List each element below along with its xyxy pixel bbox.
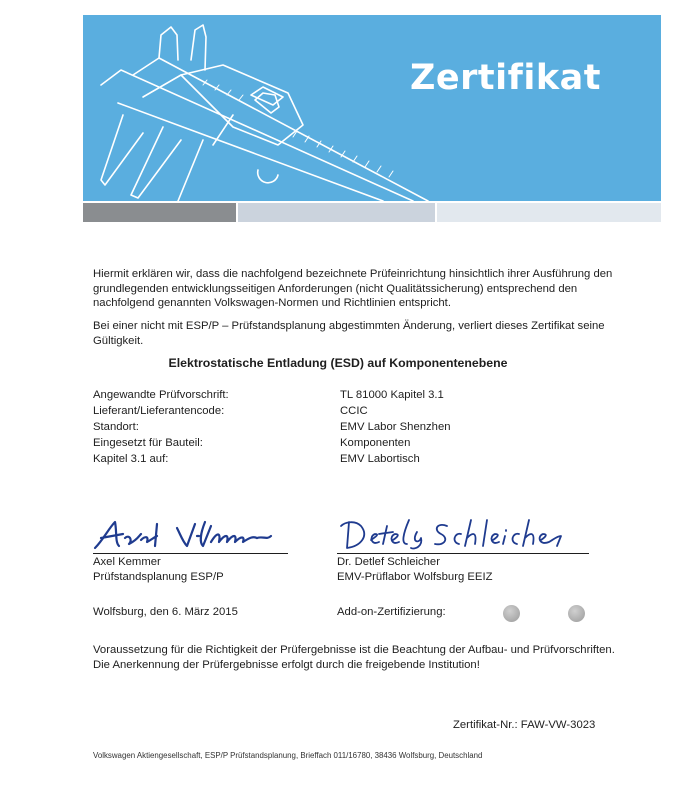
addon-badge-icon [568,605,585,622]
detail-label: Standort: [93,421,139,433]
validity-paragraph: Bei einer nicht mit ESP/P – Prüfstandsplanung abgestimmten Änderung, verliert dieses Zertifikat seine Gültigkeit. [93,320,605,347]
detail-row [93,387,451,403]
detail-value: EMV Labortisch [340,453,420,465]
disclaimer-paragraph: Voraussetzung für die Richtigkeit der Prüfergebnisse ist die Beachtung der Aufbau- und Prüfvorschriften. Die Anerkennung der Prüfergebnisse erfolgt durch die freigebende Institution! [93,644,615,671]
certificate-title: Zertifikat [410,58,601,98]
declaration-paragraph: Hiermit erklären wir, dass die nachfolgend bezeichnete Prüfeinrichtung hinsichtlich ihrer Ausführung den grundlegenden entwicklungsseitigen Anforderungen (nicht Qualitätssicherung) entsprechend den nachfolgend genannten Volkswagen-Normen und Richtlinien entspricht. [93,268,613,309]
detail-row [93,435,451,451]
signature-right [337,514,589,552]
detail-row [93,403,451,419]
place-date: Wolfsburg, den 6. März 2015 [93,606,238,618]
stripe-light [437,203,661,222]
detail-value: EMV Labor Shenzhen [340,421,451,433]
signer-role-left: Prüfstandsplanung ESP/P [93,571,224,583]
signature-line [337,553,589,554]
detail-value: Komponenten [340,437,411,449]
footer-address: Volkswagen Aktiengesellschaft, ESP/P Prüfstandsplanung, Brieffach 011/16780, 38436 Wolfsburg, Deutschland [93,751,483,760]
test-heading: Elektrostatische Entladung (ESD) auf Komponentenebene [168,356,508,370]
signature-line [93,553,288,554]
caliper-icon [83,15,661,201]
detail-label: Lieferant/Lieferantencode: [93,405,225,417]
signer-name-left: Axel Kemmer [93,556,161,568]
signer-role-right: EMV-Prüflabor Wolfsburg EEIZ [337,571,493,583]
signature-block-right [337,514,589,584]
detail-label: Eingesetzt für Bauteil: [93,437,203,449]
certificate-number: Zertifikat-Nr.: FAW-VW-3023 [453,719,596,731]
stripe-dark [83,203,236,222]
header-banner [83,15,661,201]
stripe-mid [238,203,435,222]
addon-certification-label: Add-on-Zertifizierung: [337,606,446,618]
detail-value: CCIC [340,405,368,417]
detail-label: Angewandte Prüfvorschrift: [93,389,229,401]
detail-value: TL 81000 Kapitel 3.1 [340,389,444,401]
signer-name-right: Dr. Detlef Schleicher [337,556,440,568]
detail-label: Kapitel 3.1 auf: [93,453,169,465]
addon-badge-icon [503,605,520,622]
details-table [93,387,451,467]
signature-block-left [93,514,288,584]
detail-row [93,451,451,467]
signature-left [93,514,288,552]
detail-row [93,419,451,435]
